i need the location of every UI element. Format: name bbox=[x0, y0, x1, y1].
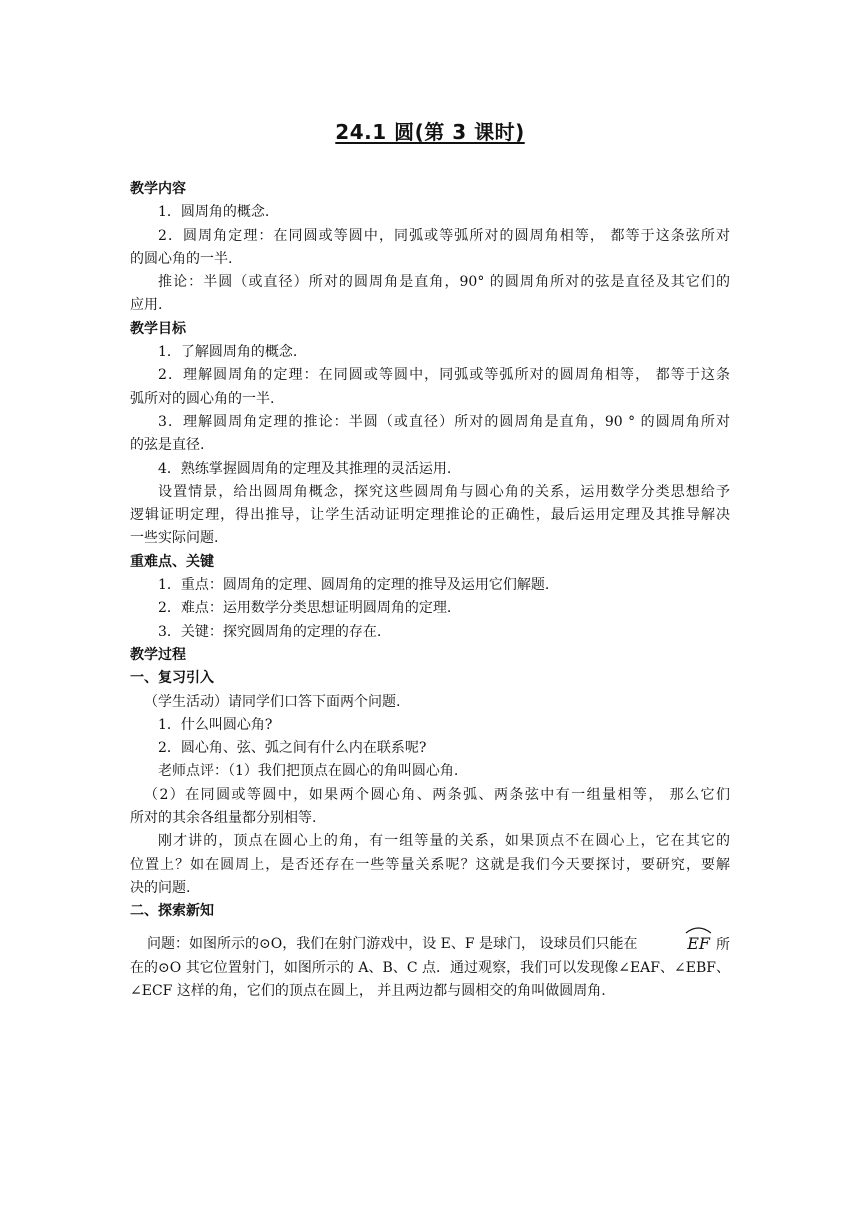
paragraph-line: 设置情景，给出圆周角概念，探究这些圆周角与圆心角的关系，运用数学分类思想给予 bbox=[158, 483, 730, 500]
paragraph-line: 2．难点：运用数学分类思想证明圆周角的定理. bbox=[158, 600, 452, 617]
arc-label: EF bbox=[687, 933, 710, 953]
section-heading-keys: 重难点、关键 bbox=[130, 553, 214, 570]
paragraph-line: 应用. bbox=[130, 297, 163, 314]
paragraph-line: 的弦是直径. bbox=[130, 437, 205, 454]
arc-notation bbox=[685, 931, 712, 957]
document-body bbox=[130, 178, 730, 1003]
paragraph-line: 刚才讲的，顶点在圆心上的角，有一组等量的关系，如果顶点不在圆心上，它在其它的 bbox=[158, 833, 730, 850]
paragraph-line: 老师点评：（1）我们把顶点在圆心的角叫圆心角. bbox=[158, 763, 459, 780]
section-heading-content: 教学内容 bbox=[130, 181, 186, 197]
paragraph-line: （学生活动）请同学们口答下面两个问题. bbox=[144, 693, 401, 710]
paragraph-text: 问题：如图所示的⊙O，我们在射门游戏中，设 E、F 是球门， 设球员们只能在 bbox=[147, 935, 638, 952]
paragraph-line: 一些实际问题. bbox=[130, 530, 219, 547]
paragraph-line: 的圆心角的一半. bbox=[130, 250, 233, 267]
paragraph-line: 1．圆周角的概念. bbox=[158, 204, 270, 221]
arc-label-group bbox=[685, 931, 730, 957]
paragraph-line: ∠ECF 这样的角，它们的顶点在圆上， 并且两边都与圆相交的角叫做圆周角. bbox=[130, 982, 606, 999]
subsection-heading-explore: 二、探索新知 bbox=[130, 903, 214, 920]
paragraph-line: 推论：半圆（或直径）所对的圆周角是直角，90° 的圆周角所对的弦是直径及其它们的 bbox=[158, 274, 730, 291]
paragraph-line: 1．了解圆周角的概念. bbox=[158, 344, 298, 361]
paragraph-line: 3．理解圆周角定理的推论：半圆（或直径）所对的圆周角是直角，90 ° 的圆周角所对 bbox=[158, 413, 730, 430]
paragraph-line bbox=[130, 931, 730, 957]
arc-symbol-icon bbox=[685, 926, 712, 934]
section-heading-goals: 教学目标 bbox=[130, 320, 186, 337]
paragraph-line: 所对的其余各组量都分别相等. bbox=[130, 810, 317, 827]
paragraph-line: （2）在同圆或等圆中，如果两个圆心角、两条弧、两条弦中有一组量相等， 那么它们 bbox=[144, 786, 730, 803]
paragraph-line: 3．关键：探究圆周角的定理的存在. bbox=[158, 623, 382, 640]
paragraph-line: 2．圆周角定理：在同圆或等圆中，同弧或等弧所对的圆周角相等， 都等于这条弦所对 bbox=[158, 227, 730, 244]
spacer bbox=[130, 924, 730, 931]
section-heading-process: 教学过程 bbox=[130, 646, 186, 663]
paragraph-line: 1．什么叫圆心角? bbox=[158, 716, 273, 733]
page-title: 24.1 圆(第 3 课时) bbox=[335, 120, 525, 144]
paragraph-line: 决的问题. bbox=[130, 879, 191, 896]
paragraph-line: 2．圆心角、弦、弧之间有什么内在联系呢? bbox=[158, 740, 427, 757]
paragraph-line: 弧所对的圆心角的一半. bbox=[130, 390, 275, 407]
paragraph-line: 2．理解圆周角的定理：在同圆或等圆中，同弧或等弧所对的圆周角相等， 都等于这条 bbox=[158, 367, 730, 384]
paragraph-line: 逻辑证明定理，得出推导，让学生活动证明定理推论的正确性，最后运用定理及其推导解决 bbox=[130, 507, 730, 524]
paragraph-text-end: 所 bbox=[716, 936, 730, 953]
paragraph-line: 1．重点：圆周角的定理、圆周角的定理的推导及运用它们解题. bbox=[158, 577, 550, 594]
paragraph-line: 在的⊙O 其它位置射门，如图所示的 A、B、C 点．通过观察，我们可以发现像∠EAF、∠EBF、 bbox=[130, 959, 730, 976]
paragraph-line: 位置上？如在圆周上，是否还存在一些等量关系呢？这就是我们今天要探讨，要研究，要解 bbox=[130, 856, 730, 873]
paragraph-line: 4．熟练掌握圆周角的定理及其推理的灵活运用. bbox=[158, 460, 452, 477]
subsection-heading-review: 一、复习引入 bbox=[130, 670, 214, 687]
